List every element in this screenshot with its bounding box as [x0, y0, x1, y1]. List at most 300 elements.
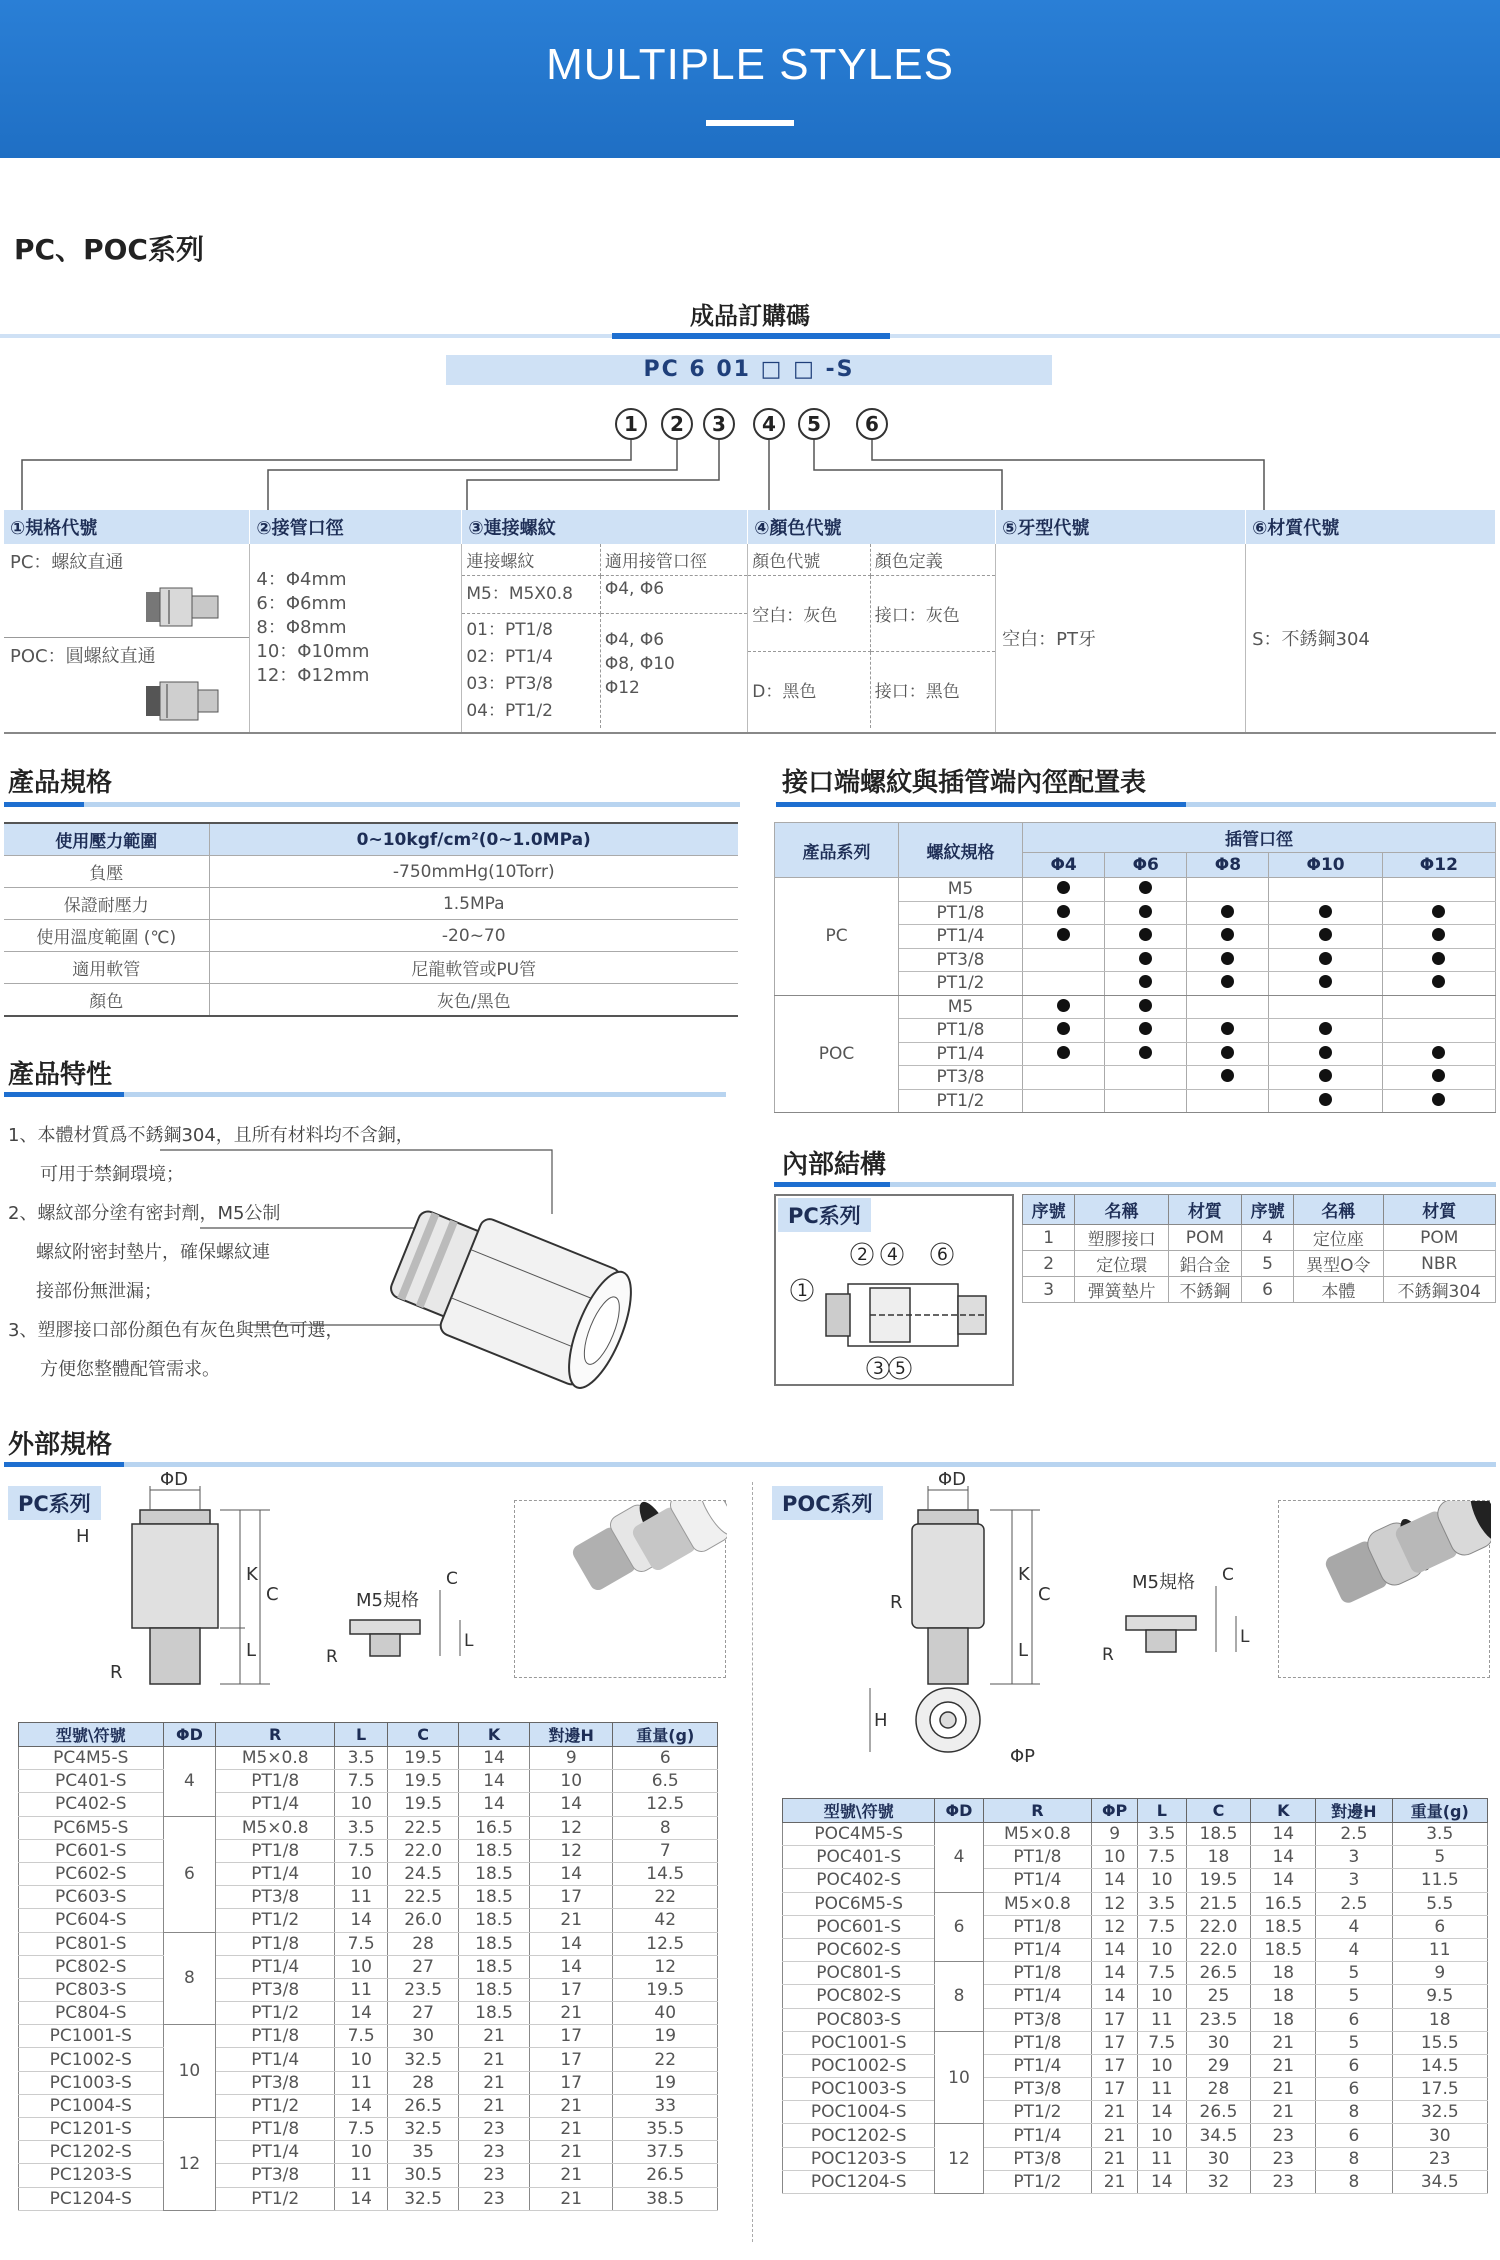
poc-cell: 21: [1092, 2101, 1138, 2124]
tube-size-8: 8：Φ8mm: [256, 617, 347, 638]
cfg-cell: [1023, 972, 1105, 996]
table-row: [19, 1909, 718, 1932]
svg-text:R: R: [326, 1647, 338, 1667]
internal-cross-section-diagram: [786, 1232, 1006, 1382]
cfg-cell: [1382, 925, 1495, 949]
poc-cell: 14: [1092, 1985, 1138, 2008]
product-spec-heading: 產品規格: [8, 768, 113, 798]
pc-col-header: ΦD: [163, 1723, 216, 1747]
poc-diameter: 12: [935, 2124, 983, 2194]
table-row: [19, 2025, 718, 2048]
table-row: [19, 1816, 718, 1839]
poc-cell: 21: [1251, 2101, 1316, 2124]
poc-cell: 23: [1251, 2147, 1316, 2170]
thread-pt-size-a: Φ4, Φ6: [604, 630, 665, 650]
pc-cell: PT1/2: [216, 1909, 335, 1932]
availability-dot: [1139, 881, 1152, 894]
poc-model: POC602-S: [783, 1938, 935, 1961]
pc-cell: 22.0: [388, 1839, 459, 1862]
poc-cell: 10: [1138, 1938, 1186, 1961]
pc-m5-drawing: [320, 1570, 480, 1670]
ist-cell: NBR: [1383, 1251, 1496, 1277]
poc-cell: 32: [1186, 2170, 1251, 2193]
cfg-cell: [1382, 948, 1495, 972]
poc-cell: 14: [1092, 1938, 1138, 1961]
poc-cell: 10: [1138, 2124, 1186, 2147]
series-heading: PC、POC系列: [14, 233, 204, 266]
cfg-thread: PT1/8: [899, 1019, 1023, 1043]
pc-cell: 6.5: [613, 1770, 718, 1793]
poc-cell: 18.5: [1251, 1938, 1316, 1961]
poc-cell: 14: [1251, 1869, 1316, 1892]
marker-4: 4: [753, 408, 785, 440]
ist-cell: 2: [1023, 1251, 1075, 1277]
svg-text:3: 3: [873, 1359, 884, 1379]
availability-dot: [1221, 952, 1234, 965]
cfg-cell: [1105, 901, 1187, 925]
poc-cell: 12: [1092, 1892, 1138, 1915]
poc-cell: PT1/8: [983, 1846, 1092, 1869]
external-heading: 外部規格: [8, 1430, 113, 1460]
svg-text:L: L: [246, 1640, 257, 1661]
poc-col-header: 對邊H: [1316, 1799, 1392, 1823]
pc-cell: 7.5: [335, 1932, 388, 1955]
svg-text:R: R: [890, 1592, 903, 1613]
pc-model: PC804-S: [19, 2002, 164, 2025]
svg-text:6: 6: [937, 1245, 948, 1265]
pc-cell: 14: [335, 1909, 388, 1932]
poc-model: POC1203-S: [783, 2147, 935, 2170]
cfg-thread: PT1/2: [899, 1089, 1023, 1113]
pc-cell: PT1/4: [216, 1793, 335, 1816]
pc-cell: 3.5: [335, 1747, 388, 1770]
pc-diameter: 4: [163, 1747, 216, 1817]
poc-cell: 23: [1392, 2147, 1488, 2170]
ist-cell: 本體: [1294, 1277, 1383, 1303]
feature-line: 3、塑膠接口部份顏色有灰色與黑色可選，: [8, 1320, 344, 1341]
pc-cell: 14: [530, 1862, 613, 1885]
poc-cell: PT1/2: [983, 2170, 1092, 2193]
pc-cell: 14: [335, 2002, 388, 2025]
poc-cell: PT1/4: [983, 2054, 1092, 2077]
pc-model: PC1203-S: [19, 2164, 164, 2187]
spec-row: [4, 888, 738, 920]
availability-dot: [1221, 928, 1234, 941]
availability-dot: [1319, 928, 1332, 941]
banner-underline: [706, 120, 794, 126]
color-col2-header: 顏色定義: [870, 544, 995, 576]
poc-cell: PT1/4: [983, 2124, 1092, 2147]
external-underline: [4, 1462, 1496, 1467]
product-spec-underline: [4, 802, 740, 807]
poc-fitting-icon: [140, 678, 230, 722]
table-row: [783, 1892, 1488, 1915]
pc-cell: PT1/8: [216, 1770, 335, 1793]
poc-cell: 17: [1092, 2008, 1138, 2031]
pc-diameter: 6: [163, 1816, 216, 1932]
thread-pt12: 04：PT1/2: [466, 701, 553, 721]
poc-cell: PT1/2: [983, 2101, 1092, 2124]
marker-2: 2: [661, 408, 693, 440]
pc-cell: 8: [613, 1816, 718, 1839]
pc-cell: 14.5: [613, 1862, 718, 1885]
poc-cell: PT1/8: [983, 2031, 1092, 2054]
spec-row: [4, 952, 738, 984]
pc-cell: 19.5: [613, 1978, 718, 2001]
cfg-cell: [1023, 1089, 1105, 1113]
poc-cell: PT1/8: [983, 1915, 1092, 1938]
table-row: [783, 1915, 1488, 1938]
table-row: [783, 1962, 1488, 1985]
cfg-cell: [1382, 1042, 1495, 1066]
svg-text:ΦD: ΦD: [938, 1470, 967, 1490]
poc-cell: 11.5: [1392, 1869, 1488, 1892]
poc-cell: 9.5: [1392, 1985, 1488, 2008]
ist-row: [1023, 1251, 1496, 1277]
ist-cell: 4: [1241, 1225, 1293, 1251]
cfg-header-series: 產品系列: [775, 823, 899, 878]
poc-cell: 25: [1186, 1985, 1251, 2008]
cfg-cell: [1187, 878, 1269, 902]
pc-model: PC601-S: [19, 1839, 164, 1862]
pc-cell: 18.5: [459, 1932, 530, 1955]
poc-cell: 29: [1186, 2054, 1251, 2077]
feature-line: 接部份無泄漏；: [36, 1281, 162, 1302]
pc-cell: M5×0.8: [216, 1816, 335, 1839]
poc-cell: 28: [1186, 2078, 1251, 2101]
ist-header: 序號: [1023, 1195, 1075, 1225]
poc-series-label: POC系列: [772, 1486, 883, 1520]
poc-cell: 7.5: [1138, 2031, 1186, 2054]
features-underline: [4, 1092, 726, 1097]
pc-cell: 14: [335, 2187, 388, 2210]
pc-cell: 18.5: [459, 2002, 530, 2025]
pc-cell: 14: [335, 2094, 388, 2117]
pc-cell: 22: [613, 2048, 718, 2071]
poc-cell: 3.5: [1138, 1892, 1186, 1915]
poc-cell: M5×0.8: [983, 1892, 1092, 1915]
config-table: [774, 822, 1496, 1113]
poc-cell: 32.5: [1392, 2101, 1488, 2124]
pc-cell: 26.0: [388, 1909, 459, 1932]
poc-cell: 5: [1392, 1846, 1488, 1869]
availability-dot: [1139, 975, 1152, 988]
poc-cell: 21: [1092, 2124, 1138, 2147]
pc-m5-label: M5規格: [356, 1590, 419, 1611]
pc-cell: 23: [459, 2118, 530, 2141]
table-row: [19, 1862, 718, 1885]
pc-cell: 21: [530, 2002, 613, 2025]
availability-dot: [1057, 1022, 1070, 1035]
pc-cell: 22: [613, 1886, 718, 1909]
poc-cell: PT1/4: [983, 1869, 1092, 1892]
poc-model: POC4M5-S: [783, 1823, 935, 1846]
pc-cell: 6: [613, 1747, 718, 1770]
availability-dot: [1432, 928, 1445, 941]
pc-model: PC6M5-S: [19, 1816, 164, 1839]
oc-cell-thread-type: 空白：PT牙: [996, 544, 1246, 733]
pc-cell: 21: [459, 2025, 530, 2048]
cfg-cell: [1023, 1019, 1105, 1043]
pc-cell: 26.5: [388, 2094, 459, 2117]
poc-cell: 17: [1092, 2078, 1138, 2101]
pc-cell: 17: [530, 1978, 613, 2001]
poc-m5-drawing: [1096, 1560, 1256, 1670]
poc-cell: 21: [1251, 2031, 1316, 2054]
poc-cell: 19.5: [1186, 1869, 1251, 1892]
table-row: [783, 1846, 1488, 1869]
pc-cell: 10: [335, 1862, 388, 1885]
ist-cell: 不銹鋼304: [1383, 1277, 1496, 1303]
poc-cell: 30: [1392, 2124, 1488, 2147]
ist-cell: 定位座: [1294, 1225, 1383, 1251]
cfg-cell: [1382, 1089, 1495, 1113]
poc-cell: 18: [1251, 1985, 1316, 2008]
order-code-title: 成品訂購碼: [690, 302, 810, 330]
config-heading: 接口端螺紋與插管端內徑配置表: [782, 768, 1147, 798]
cfg-cell: [1269, 1042, 1382, 1066]
pc-cell: PT1/4: [216, 1862, 335, 1885]
marker-5: 5: [798, 408, 830, 440]
ist-cell: POM: [1383, 1225, 1496, 1251]
poc-cell: 14: [1138, 2101, 1186, 2124]
pc-cell: 12: [613, 1955, 718, 1978]
table-row: [783, 2101, 1488, 2124]
poc-cell: 23: [1251, 2170, 1316, 2193]
cfg-cell: [1105, 1066, 1187, 1090]
cfg-cell: [1187, 1066, 1269, 1090]
poc-cell: 26.5: [1186, 1962, 1251, 1985]
color-def-black: 接口：黑色: [874, 682, 960, 703]
poc-cell: 11: [1138, 2147, 1186, 2170]
poc-cell: 3.5: [1392, 1823, 1488, 1846]
pc-cell: 7.5: [335, 2025, 388, 2048]
pc-model: PC402-S: [19, 1793, 164, 1816]
poc-cell: 23.5: [1186, 2008, 1251, 2031]
table-row: [783, 1869, 1488, 1892]
availability-dot: [1319, 1046, 1332, 1059]
ist-cell: 3: [1023, 1277, 1075, 1303]
internal-diagram-box: [774, 1194, 1014, 1386]
marker-6: 6: [856, 408, 888, 440]
cfg-cell: [1105, 1019, 1187, 1043]
pc-cell: 12.5: [613, 1932, 718, 1955]
poc-product-photo: [1278, 1500, 1490, 1678]
pc-cell: 17: [530, 1886, 613, 1909]
cfg-size: Φ4: [1023, 853, 1105, 878]
pc-cell: 28: [388, 1932, 459, 1955]
thread-pt-size-c: Φ12: [604, 678, 640, 698]
availability-dot: [1139, 999, 1152, 1012]
pc-col-header: L: [335, 1723, 388, 1747]
pc-model: PC602-S: [19, 1862, 164, 1885]
spec-value: -750mmHg(10Torr): [209, 856, 738, 888]
cfg-series: POC: [775, 995, 899, 1113]
poc-cell: 14: [1092, 1962, 1138, 1985]
pc-cell: 14: [459, 1770, 530, 1793]
pc-cell: 26.5: [613, 2164, 718, 2187]
oc-header-tube: ②接管口徑: [250, 510, 462, 544]
svg-text:ΦD: ΦD: [160, 1470, 189, 1490]
pc-cell: 14: [530, 1955, 613, 1978]
thread-m5-sizes: Φ4, Φ6: [600, 576, 747, 614]
pc-cell: 7.5: [335, 1839, 388, 1862]
pc-cell: 7.5: [335, 1770, 388, 1793]
thread-pt14: 02：PT1/4: [466, 647, 553, 667]
availability-dot: [1139, 952, 1152, 965]
spec-label: 顏色: [4, 984, 209, 1017]
table-row: [783, 2008, 1488, 2031]
oc-cell-tube: [250, 544, 462, 733]
pc-cell: 12.5: [613, 1793, 718, 1816]
pc-cell: 24.5: [388, 1862, 459, 1885]
availability-dot: [1057, 905, 1070, 918]
poc-cell: 11: [1138, 2078, 1186, 2101]
spec-label: 使用溫度範圍 (℃): [4, 920, 209, 952]
poc-model: POC402-S: [783, 1869, 935, 1892]
poc-cell: 6: [1392, 1915, 1488, 1938]
poc-cell: 9: [1392, 1962, 1488, 1985]
pc-dimension-drawing: [60, 1470, 300, 1700]
pc-cell: 22.5: [388, 1816, 459, 1839]
pc-dimension-table: [18, 1722, 718, 2211]
poc-cell: M5×0.8: [983, 1823, 1092, 1846]
spec-code-poc: POC：圓螺紋直通: [10, 646, 156, 667]
pc-model: PC802-S: [19, 1955, 164, 1978]
pc-cell: 11: [335, 1978, 388, 2001]
cfg-size: Φ8: [1187, 853, 1269, 878]
table-row: [19, 1886, 718, 1909]
spec-label: 負壓: [4, 856, 209, 888]
pc-product-photo: [514, 1500, 726, 1678]
availability-dot: [1221, 975, 1234, 988]
internal-heading: 內部結構: [782, 1150, 887, 1180]
pc-model: PC1004-S: [19, 2094, 164, 2117]
oc-cell-color: [748, 544, 996, 733]
pc-cell: 21: [530, 2164, 613, 2187]
pc-cell: M5×0.8: [216, 1747, 335, 1770]
poc-model: POC401-S: [783, 1846, 935, 1869]
cfg-cell: [1382, 1066, 1495, 1090]
cfg-cell: [1269, 925, 1382, 949]
pc-cell: 14: [530, 1793, 613, 1816]
poc-cell: 2.5: [1316, 1823, 1392, 1846]
pc-cell: 18.5: [459, 1909, 530, 1932]
cfg-cell: [1105, 948, 1187, 972]
pc-col-header: 型號\符號: [19, 1723, 164, 1747]
pc-series-label: PC系列: [8, 1486, 101, 1520]
cfg-cell: [1187, 925, 1269, 949]
poc-model: POC803-S: [783, 2008, 935, 2031]
thread-pt38: 03：PT3/8: [466, 674, 553, 694]
order-code-divider-accent: [612, 333, 890, 339]
availability-dot: [1139, 905, 1152, 918]
spec-label: 適用軟管: [4, 952, 209, 984]
availability-dot: [1319, 1093, 1332, 1106]
pc-cell: 19: [613, 2025, 718, 2048]
poc-diameter: 4: [935, 1823, 983, 1893]
pc-cell: PT1/2: [216, 2094, 335, 2117]
poc-cell: 26.5: [1186, 2101, 1251, 2124]
cfg-cell: [1023, 995, 1105, 1019]
pc-cell: 42: [613, 1909, 718, 1932]
poc-model: POC801-S: [783, 1962, 935, 1985]
svg-text:4: 4: [887, 1245, 898, 1265]
table-row: [19, 1932, 718, 1955]
svg-text:C: C: [1038, 1584, 1051, 1605]
pc-cell: 21: [530, 2118, 613, 2141]
cfg-thread: PT1/2: [899, 972, 1023, 996]
svg-text:C: C: [266, 1584, 279, 1605]
pc-cell: 10: [530, 1770, 613, 1793]
poc-cell: 7.5: [1138, 1846, 1186, 1869]
availability-dot: [1057, 928, 1070, 941]
cfg-cell: [1187, 1019, 1269, 1043]
table-row: [783, 2170, 1488, 2193]
pc-model: PC803-S: [19, 1978, 164, 2001]
cfg-cell: [1269, 1066, 1382, 1090]
cfg-cell: [1269, 948, 1382, 972]
poc-cell: 14: [1251, 1846, 1316, 1869]
poc-cell: PT1/4: [983, 1938, 1092, 1961]
feature-line: 可用于禁銅環境；: [40, 1164, 184, 1185]
color-col1-header: 顏色代號: [748, 544, 870, 576]
pc-cell: 18.5: [459, 1886, 530, 1909]
poc-cell: 14: [1251, 1823, 1316, 1846]
poc-cell: 30: [1186, 2147, 1251, 2170]
poc-cell: 10: [1138, 1985, 1186, 2008]
svg-text:5: 5: [895, 1359, 906, 1379]
table-row: [783, 2054, 1488, 2077]
internal-series-label: PC系列: [778, 1198, 871, 1232]
poc-dimension-drawing: [860, 1470, 1100, 1770]
pc-model: PC801-S: [19, 1932, 164, 1955]
pc-cell: PT3/8: [216, 2164, 335, 2187]
table-row: [19, 2002, 718, 2025]
poc-col-header: C: [1186, 1799, 1251, 1823]
availability-dot: [1319, 905, 1332, 918]
pc-col-header: 重量(g): [613, 1723, 718, 1747]
feature-product-illustration: [160, 1130, 720, 1400]
availability-dot: [1432, 1046, 1445, 1059]
availability-dot: [1139, 1022, 1152, 1035]
svg-text:ΦP: ΦP: [1010, 1746, 1036, 1767]
pc-cell: 30: [388, 2025, 459, 2048]
thread-pt-size-b: Φ8, Φ10: [604, 654, 675, 674]
poc-cell: 6: [1316, 2054, 1392, 2077]
availability-dot: [1432, 1069, 1445, 1082]
features-heading: 產品特性: [8, 1060, 113, 1090]
poc-cell: 14: [1092, 1869, 1138, 1892]
pc-col-header: 對邊H: [530, 1723, 613, 1747]
cfg-thread: PT1/4: [899, 1042, 1023, 1066]
spec-value: -20~70: [209, 920, 738, 952]
pc-cell: 11: [335, 1886, 388, 1909]
poc-cell: 8: [1316, 2101, 1392, 2124]
pc-cell: 17: [530, 2071, 613, 2094]
poc-cell: 7.5: [1138, 1915, 1186, 1938]
cfg-cell: [1269, 901, 1382, 925]
pc-cell: PT1/4: [216, 2141, 335, 2164]
cfg-row: [775, 995, 1496, 1019]
cfg-cell: [1105, 925, 1187, 949]
poc-cell: 6: [1316, 2008, 1392, 2031]
pc-cell: 21: [530, 2094, 613, 2117]
table-row: [19, 2164, 718, 2187]
spec-value: 0~10kgf/cm²(0~1.0MPa): [209, 823, 738, 856]
poc-cell: 18.5: [1186, 1823, 1251, 1846]
poc-col-header: ΦD: [935, 1799, 983, 1823]
